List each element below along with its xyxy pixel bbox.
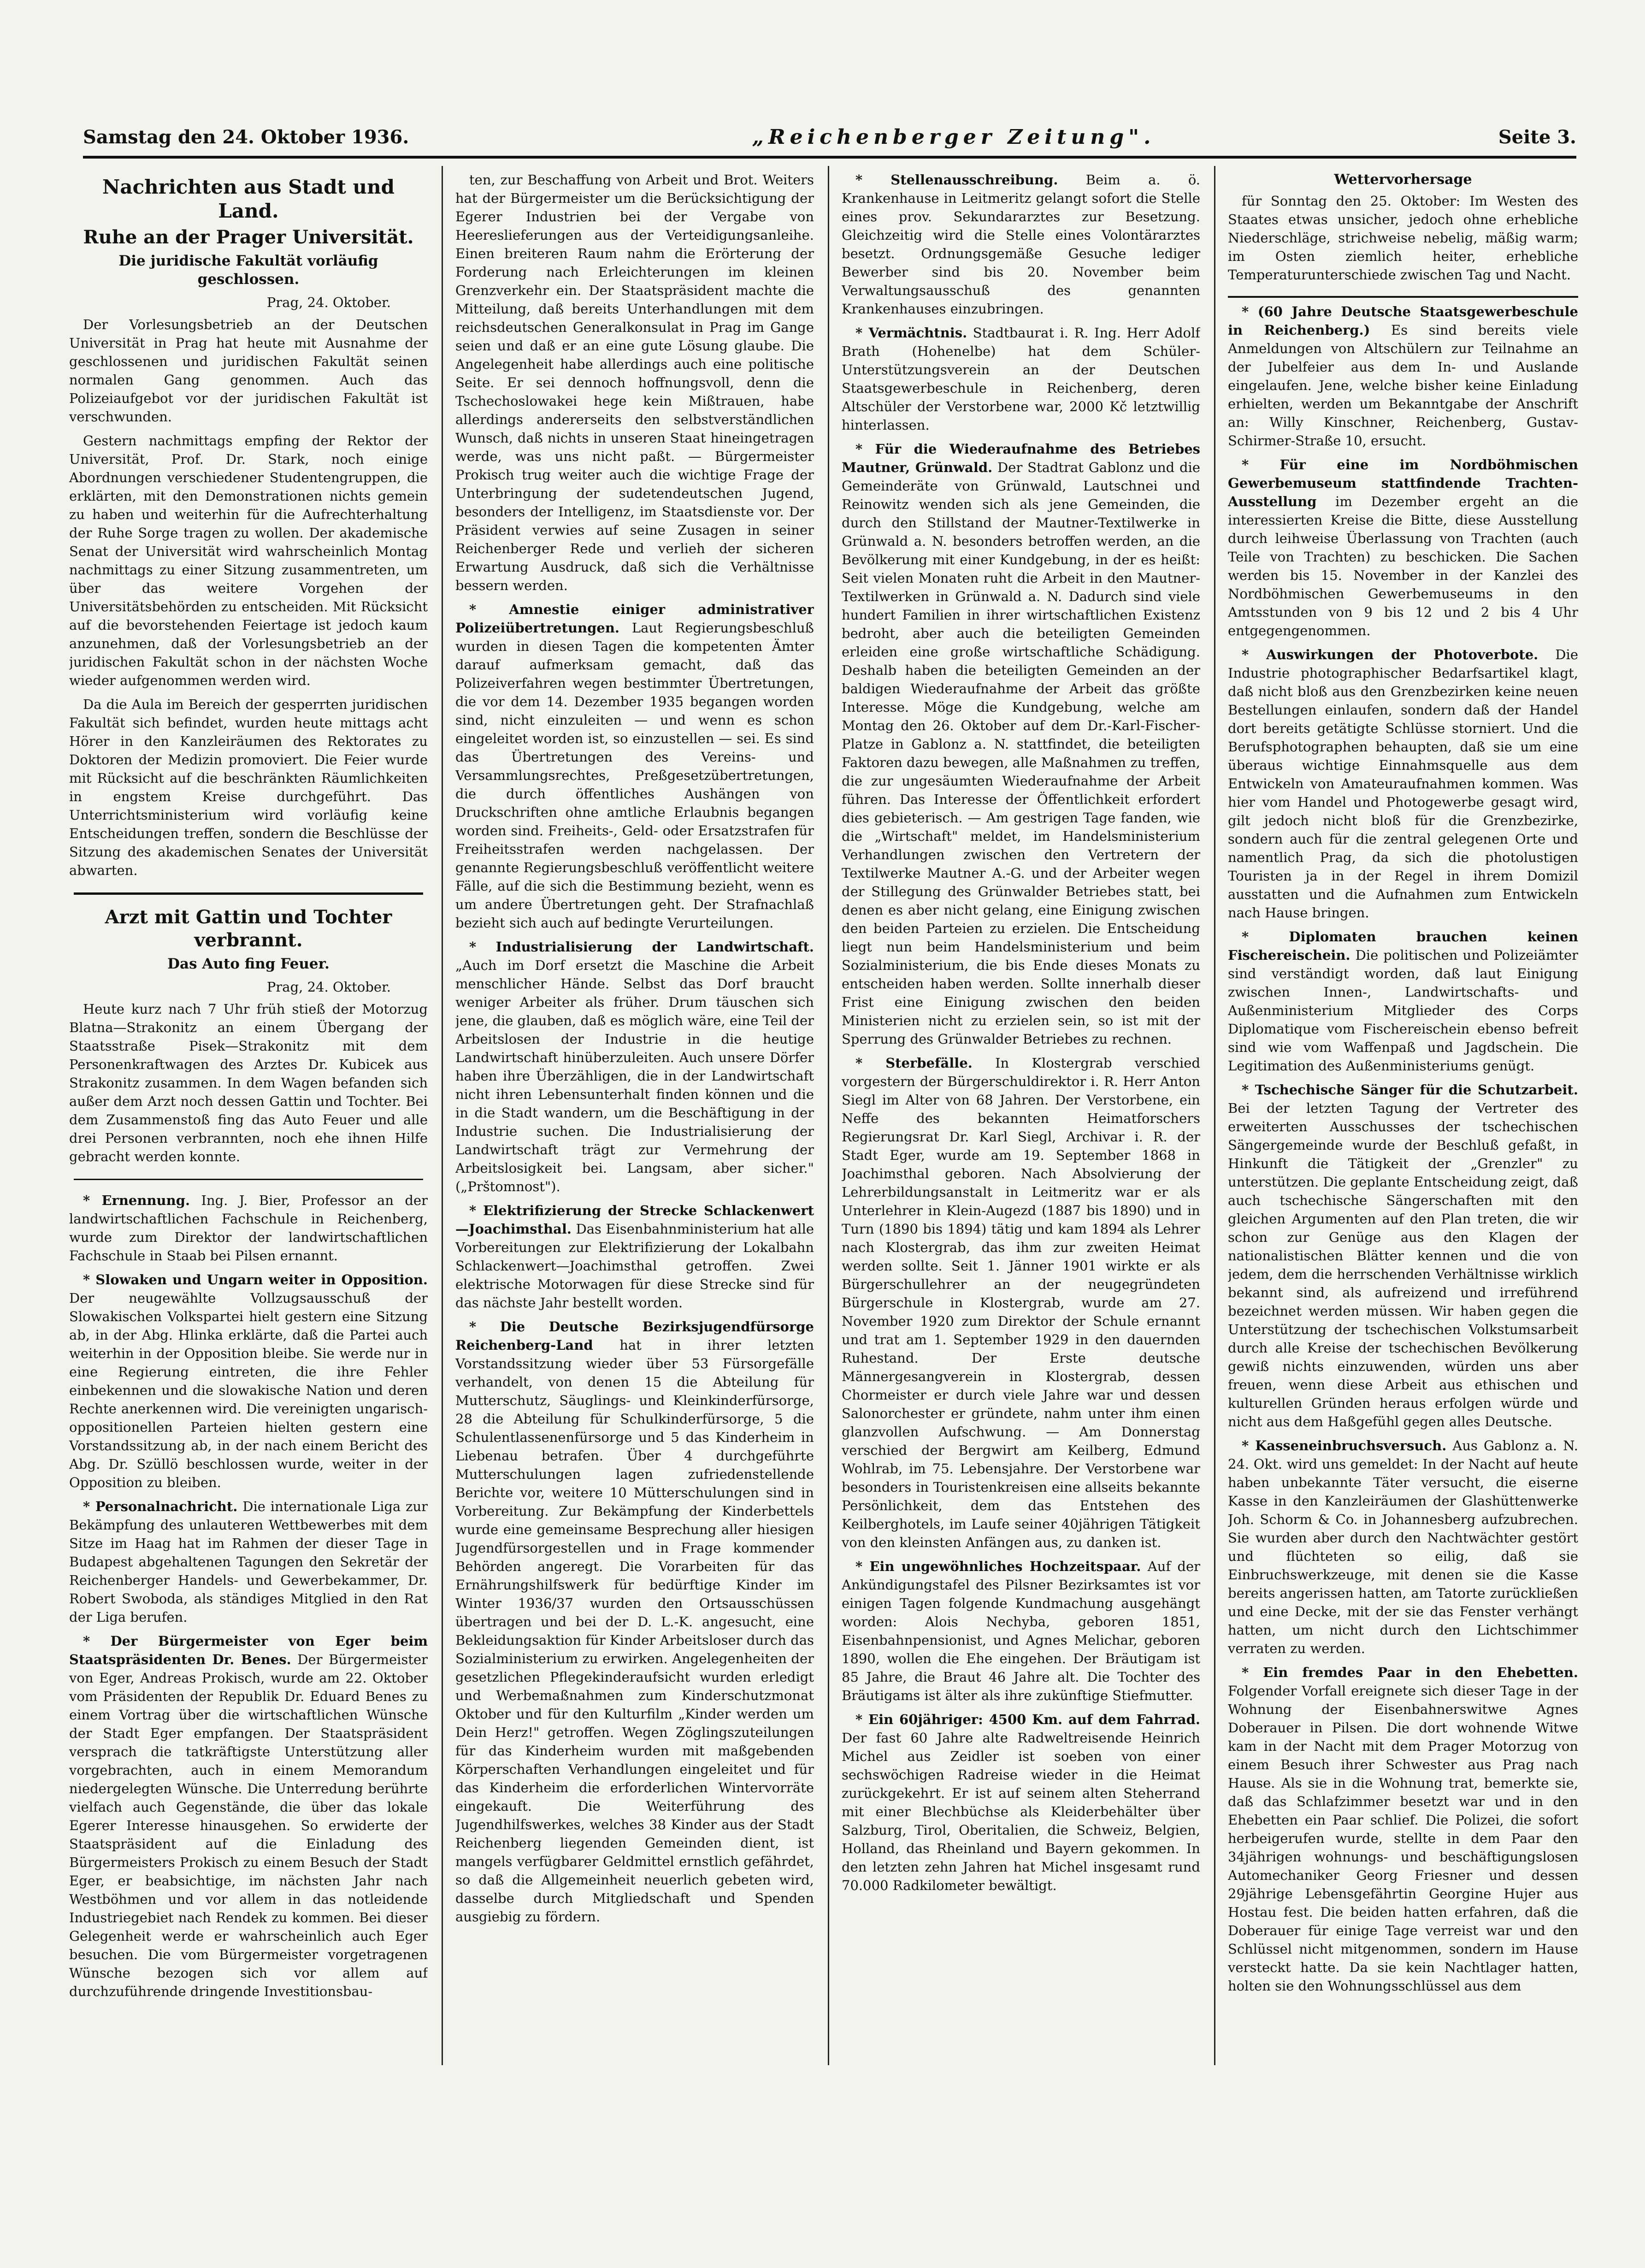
news-lead: * Sterbefälle.: [855, 1055, 973, 1071]
news-lead: * Vermächtnis.: [855, 325, 967, 341]
column-2: [455, 171, 814, 2144]
article-dateline: Prag, 24. Oktober.: [266, 979, 391, 995]
column-divider: [442, 166, 443, 2065]
news-lead: * Stellenausschreibung.: [855, 172, 1058, 188]
news-item: [69, 1270, 428, 1492]
news-item: [1228, 302, 1578, 450]
news-lead: * Auswirkungen der Photoverbote.: [1242, 647, 1539, 662]
news-text: Folgender Vorfall ereignete sich dieser Tage in der Wohnung der Eisenbahnerswitwe Agnes Doberauer in Pilsen. Die dort wohnende Witwe kam in der Nacht mit dem Prager Motorzug von einem Besuch ihrer Schwester aus Prag nach Hause. Als sie in die Wohnung trat, bemerkte sie, daß das Schlafzimmer besetzt war und in den Ehebetten ein Paar schlief. Die Polizei, die sofort herbeigerufen wurde, stellte in dem Paar den 34jährigen wohnungs- und beschäftigungslosen Automechaniker Georg Friesner und dessen 29jährige Lebensgefährtin Georgine Hujer aus Hostau fest. Die beiden hatten erfahren, daß die Doberauer für einige Tage verreist war und den Schlüssel nicht mitgenommen, sondern im Hause versteckt hatte. Da sie kein Nachtlager hatten, holten sie den Wohnungsschlüssel aus dem: [1228, 1683, 1578, 1994]
news-lead: * Für die Wiederaufnahme des Betriebes Mautner, Grünwald.: [842, 441, 1200, 475]
news-text: Beim a. ö. Krankenhause in Leitmeritz gelangt sofort die Stelle eines prov. Sekundararztes zur Besetzung. Gleichzeitig wird die Stelle eines Volontärarztes besetzt. Ordnungsgemäße Gesuche lediger Bewerber sind bis 20. November beim Verwaltungsausschuß des genannten Krankenhauses einzubringen.: [842, 172, 1200, 317]
weather-title: Wettervorhersage: [1334, 171, 1472, 188]
article-paragraph: ten, zur Beschaffung von Arbeit und Brot. Weiters hat der Bürgermeister um die Berücksichtigung der Egerer Industrien bei der Vergabe von Heereslieferungen aus der Verteidigungsanleihe. Einen breiteren Raum nahm die Erörterung der Forderung nach Erleichterungen im kleinen Grenzverkehr ein. Der Staatspräsident machte die Mitteilung, daß bereits Unterhandlungen mit dem reichsdeutschen Generalkonsulat in Prag im Gange seien und daß er an eine gute Lösung glaube. Die Angelegenheit habe allerdings auch eine politische Seite. Er sei dennoch hoffnungsvoll, denn die Tschechoslowakei hege kein Mißtrauen, habe allerdings andererseits den selbstverständlichen Wunsch, daß nichts in unseren Staat hineingetragen werde, was uns nicht paßt. — Bürgermeister Prokisch trug weiter auch die wichtige Frage der Unterbringung der sudetendeutschen Jugend, besonders der Intelligenz, im Staatsdienste vor. Der Präsident verwies auf seine Zusagen in seiner Reichenberger Rede und verlieh der sicheren Erwartung Ausdruck, daß sich die Verhältnisse bessern werden.: [455, 172, 814, 593]
news-lead: * Ein 60jähriger: 4500 Km. auf dem Fahrrad.: [855, 1712, 1200, 1727]
news-text: Ing. J. Bier, Professor an der landwirtschaftlichen Fachschule in Reichenberg, wurde zum Direktor der landwirtschaftlichen Fachschule in Staab bei Pilsen ernannt.: [69, 1193, 428, 1264]
news-item: [1228, 1663, 1578, 1995]
article-dateline: Prag, 24. Oktober.: [266, 295, 391, 310]
article-paragraph: Gestern nachmittags empfing der Rektor der Universität, Prof. Dr. Stark, noch einige Abordnungen verschiedener Studentengruppen, die erklärten, mit den Demonstrationen nichts gemein zu haben und weiterhin für die Aufrechterhaltung der Ruhe Sorge tragen zu wollen. Der akademische Senat der Universität wird wahrscheinlich Montag nachmittags zu einer Sitzung zusammentreten, um über das weitere Vorgehen der Universitätsbehörden zu entscheiden. Mit Rücksicht auf die bevorstehenden Feiertage ist jedoch kaum anzunehmen, daß der Vorlesungsbetrieb an der juridischen Fakultät schon in der nächsten Woche wieder aufgenommen werden wird.: [69, 433, 428, 688]
news-lead: * Ernennung.: [83, 1193, 190, 1208]
news-lead: * Diplomaten brauchen keinen Fischereischein.: [1228, 929, 1578, 963]
news-item: [1228, 455, 1578, 640]
news-lead: * Für eine im Nordböhmischen Gewerbemuseum stattfindende Trachten-Ausstellung: [1228, 457, 1578, 509]
article-headline: Arzt mit Gattin und Tochter verbrannt.: [105, 906, 392, 951]
news-item: [455, 1201, 814, 1312]
page-number: Seite 3.: [1498, 126, 1576, 148]
news-item: [69, 1632, 428, 2001]
news-lead: * Tschechische Sänger für die Schutzarbeit.: [1242, 1082, 1578, 1098]
news-item: [842, 324, 1200, 434]
news-item: [69, 1191, 428, 1265]
column-4: [1228, 171, 1578, 2144]
news-item: [842, 1557, 1200, 1705]
article-subheadline: Das Auto fing Feuer.: [167, 956, 330, 972]
news-lead: * Der Bürgermeister von Eger beim Staatspräsidenten Dr. Benes.: [69, 1633, 428, 1667]
news-text: hat in ihrer letzten Vorstandssitzung wieder über 53 Fürsorgefälle verhandelt, von denen 15 die Abteilung für Mutterschutz, Säuglings- und Kleinkinderfürsorge, 28 die Abteilung für Schulkinderfürsorge, 5 die Schulentlassenenfürsorge und 5 das Kinderheim in Liebenau betrafen. Über 4 durchgeführte Mutterschulungen lagen zufriedenstellende Berichte vor, weitere 10 Mütterschulungen sind in Vorbereitung. Zur Bekämpfung der Kinderbettels wurde eine gemeinsame Besprechung aller hiesigen Jugendfürsorgestellen und in Frage kommender Behörden angeregt. Die Vorarbeiten für das Ernährungshilfswerk für bedürftige Kinder im Winter 1936/37 wurden den Ortsausschüssen übertragen und bei der D. L.-K. angesucht, eine Bekleidungsaktion für Kinder Arbeitsloser durch das Sozialministerium zu erwirken. Angelegenheiten der gesetzlichen Pflegekinderaufsicht wurden erledigt und Werbemaßnahmen zum Kinderschutzmonat Oktober und für den Kulturfilm „Kinder werden um Dein Herz!" getroffen. Wegen Zöglingszuteilungen für das Kinderheim wurden mit maßgebenden Körperschaften Verhandlungen eingeleitet und für das Kinderheim die erforderlichen Wintervorräte eingekauft. Die Weiterführung des Jugendhilfswerkes, welches 38 Kinder aus der Stadt Reichenberg liegenden Gemeinden dient, ist mangels verfügbarer Geldmittel ernstlich gefährdet, so daß die Allgemeinheit neuerlich gebeten wird, dasselbe durch Mitgliedschaft und Spenden ausgiebig zu fördern.: [455, 1337, 814, 1925]
section-heading: Nachrichten aus Stadt und Land.: [102, 176, 395, 222]
news-item: [455, 600, 814, 932]
news-item: [842, 1054, 1200, 1552]
news-text: Der Bürgermeister von Eger, Andreas Prokisch, wurde am 22. Oktober vom Präsidenten der Republik Dr. Eduard Benes zu einem Vortrag über die wirtschaftlichen Wünsche der Stadt Eger empfangen. Der Staatspräsident versprach die tatkräftigste Unterstützung aller vorgebrachten, auch in einem Memorandum niedergelegten Wünsche. Die Unterredung berührte vielfach auch Gegenstände, die über das lokale Egerer Interesse hinausgehen. So erwiderte der Staatspräsident auf die Einladung des Bürgermeisters Prokisch zu einem Besuch der Stadt Eger, er beabsichtige, im nächsten Jahr nach Westböhmen und vor allem in das notleidende Industriegebiet nach Rendek zu kommen. Bei dieser Gelegenheit werde er wahrscheinlich auch Eger besuchen. Die vom Bürgermeister vorgetragenen Wünsche bezogen sich vor allem auf durchzuführende dringende Investitionsbau-: [69, 1652, 428, 1999]
news-lead: * Kasseneinbruchsversuch.: [1242, 1438, 1447, 1453]
column-divider: [828, 166, 829, 2065]
news-text: Aus Gablonz a. N. 24. Okt. wird uns gemeldet: In der Nacht auf heute haben unbekannte Täter versucht, die eiserne Kasse in den Kanzleiräumen der Glashüttenwerke Joh. Schorm & Co. in Johannesberg aufzubrechen. Sie wurden aber durch den Nachtwächter gestört und flüchteten so eilig, daß sie Einbruchswerkzeuge, mit denen sie die Kasse bereits angerissen hatten, am Tatorte zurückließen und eine Decke, mit der sie das Fenster verhängt hatten, um nicht durch den Lichtschimmer verraten zu werden.: [1228, 1438, 1578, 1656]
news-lead: * Personalnachricht.: [83, 1499, 238, 1514]
news-lead: * Industrialisierung der Landwirtschaft.: [469, 939, 814, 955]
article-subheadline: Die juridische Fakultät vorläufig geschlossen.: [118, 253, 378, 288]
news-item: [455, 1317, 814, 1926]
news-item: [455, 938, 814, 1196]
news-text: Die politischen und Polizeiämter sind verständigt worden, daß laut Einigung zwischen Innen-, Landwirtschafts- und Außenministerium Mitglieder des Corps Diplomatique vom Fischereischein ebenso befreit sind wie vom Waffenpaß und Jagdschein. Die Legitimation des Außenministeriums genügt.: [1228, 947, 1578, 1074]
news-text: Das Eisenbahnministerium hat alle Vorbereitungen zur Elektrifizierung der Lokalbahn Schlackenwert—Joachimsthal getroffen. Zwei elektrische Motorwagen für diese Strecke sind für das nächste Jahr bestellt worden.: [455, 1221, 814, 1311]
news-lead: * Die Deutsche Bezirksjugendfürsorge Reichenberg-Land: [455, 1319, 814, 1353]
weather-forecast-box: [1228, 171, 1578, 298]
news-text: Die internationale Liga zur Bekämpfung des unlauteren Wettbewerbes mit dem Sitze im Haag hat im Rahmen der dieser Tage in Budapest abgehaltenen Tagungen den Sekretär der Reichenberger Handels- und Gewerbekammer, Dr. Robert Swoboda, als ständiges Mitglied in den Rat der Liga berufen.: [69, 1499, 428, 1625]
news-text: Auf der Ankündigungstafel des Pilsner Bezirksamtes ist vor einigen Tagen folgende Kundmachung ausgehängt worden: Alois Nechyba, geboren 1851, Eisenbahnpensionist, und Agnes Melichar, geboren 1890, wollen die Ehe eingehen. Der Bräutigam ist 85 Jahre, die Braut 46 Jahre alt. Die Tochter des Bräutigams ist älter als ihre zukünftige Stiefmutter.: [842, 1559, 1200, 1703]
article-paragraph: Der Vorlesungsbetrieb an der Deutschen Universität in Prag hat heute mit Ausnahme der geschlossenen und juridischen Fakultät seinen normalen Gang genommen. Auch das Polizeiaufgebot vor der juridischen Fakultät ist verschwunden.: [69, 317, 428, 425]
issue-date: Samstag den 24. Oktober 1936.: [83, 126, 409, 148]
masthead-rule: [83, 156, 1576, 159]
article-separator: [74, 892, 423, 895]
news-text: Der fast 60 Jahre alte Radweltreisende Heinrich Michel aus Zeidler ist soeben von einer sechswöchigen Radreise wieder in die Heimat zurückgekehrt. Er ist auf seinem alten Steherrand mit einer Blechbüchse als Kleiderbehälter über Salzburg, Tirol, Oberitalien, die Schweiz, Belgien, Holland, das Rheinland und Bayern gekommen. In den letzten zehn Jahren hat Michel insgesamt rund 70.000 Radkilometer bewältigt.: [842, 1730, 1200, 1893]
column-divider: [1214, 166, 1215, 2065]
news-text: Die Industrie photographischer Bedarfsartikel klagt, daß nicht bloß aus den Grenzbezirken keine neuen Bestellungen einlaufen, sondern daß der Handel dort bereits getätigte Schlüsse storniert. Und die Berufsphotographen behaupten, daß sie um eine überaus wichtige Einnahmsquelle aus dem Entwickeln von Amateuraufnahmen kommen. Was hier vom Handel und Photogewerbe gesagt wird, gilt jedoch nicht bloß für die Grenzbezirke, sondern auch für die zentral gelegenen Orte und namentlich Prag, da sich die photolustigen Touristen ja in der Regel in ihrem Domizil ausstatten und die Aufnahmen zum Entwickeln nach Hause bringen.: [1228, 647, 1578, 921]
column-1: [69, 171, 428, 2144]
article-paragraph: Da die Aula im Bereich der gesperrten juridischen Fakultät sich befindet, wurden heute mittags acht Hörer in den Kanzleiräumen des Rektorates zu Doktoren der Medizin promoviert. Die Feier wurde mit Rücksicht auf die beschränkten Räumlichkeiten in engstem Kreise durchgeführt. Das Unterrichtsministerium wird vorläufig keine Entscheidungen treffen, sondern die Beschlüsse der Sitzung des akademischen Senates der Universität abwarten.: [69, 697, 428, 878]
news-text: Stadtbaurat i. R. Ing. Herr Adolf Brath (Hohenelbe) hat dem Schüler-Unterstützungsverein an der Deutschen Staatsgewerbeschule in Reichenberg, deren Altschüler der Verstorbene war, 2000 Kč letztwillig hinterlassen.: [842, 325, 1200, 433]
news-item: [842, 440, 1200, 1048]
news-lead: * Ein ungewöhnliches Hochzeitspaar.: [855, 1559, 1141, 1574]
news-text: In Klostergrab verschied vorgestern der Bürgerschuldirektor i. R. Herr Anton Siegl im Alter von 68 Jahren. Der Verstorbene, ein Neffe des bekannten Heimatforschers Regierungsrat Dr. Karl Siegl, Archivar i. R. der Stadt Eger, wurde am 19. September 1868 in Joachimsthal geboren. Nach Absolvierung der Lehrerbildungsanstalt in Leitmeritz war er als Unterlehrer in Klein-Augezd (1887 bis 1890) und in Turn (1890 bis 1894) tätig und kam 1894 als Lehrer nach Klostergrab, das ihm zur zweiten Heimat werden sollte. Seit 1. Jänner 1901 wirkte er als Bürgerschullehrer an der neugegründeten Bürgerschule in Klostergrab, wurde am 27. November 1920 zum Direktor der Schule ernannt und trat am 1. September 1929 in den dauernden Ruhestand. Der Erste deutsche Männergesangverein in Klostergrab, dessen Chormeister er durch viele Jahre war und dessen Salonorchester er gründete, nahm unter ihm einen glanzvollen Aufschwung. — Am Donnerstag verschied der Bergwirt am Keilberg, Edmund Wohlrab, im 75. Lebensjahre. Der Verstorbene war besonders in Touristenkreisen eine allseits bekannte Persönlichkeit, dem das Entstehen des Keilberghotels, im Laufe seiner 40jährigen Tätigkeit von den kleinsten Anfängen aus, zu danken ist.: [842, 1055, 1200, 1550]
news-text: Es sind bereits viele Anmeldungen von Altschülern zur Teilnahme an der Jubelfeier aus dem In- und Auslande eingelaufen. Jene, welche bisher keine Einladung erhielten, werden um Bekanntgabe der Anschrift an: Willy Kinschner, Reichenberg, Gustav-Schirmer-Straße 10, ersucht.: [1228, 322, 1578, 449]
news-text: im Dezember ergeht an die interessierten Kreise die Bitte, diese Ausstellung durch leihweise Überlassung von Trachten (auch Teile von Trachten) zu beschicken. Die Sachen werden bis 15. November in der Kanzlei des Nordböhmischen Gewerbemuseums in den Amtsstunden von 9 bis 12 und 2 bis 4 Uhr entgegengenommen.: [1228, 494, 1578, 638]
weather-text: für Sonntag den 25. Oktober: Im Westen des Staates etwas unsicher, jedoch ohne erhebliche Niederschläge, strichweise nebelig, mäßig warm; im Osten ziemlich heiter, erhebliche Temperaturunterschiede zwischen Tag und Nacht.: [1228, 193, 1578, 283]
news-lead: * Ein fremdes Paar in den Ehebetten.: [1242, 1665, 1578, 1680]
news-lead: * (60 Jahre Deutsche Staatsgewerbeschule in Reichenberg.): [1228, 304, 1578, 338]
column-3: [842, 171, 1200, 2144]
news-text: Bei der letzten Tagung der Vertreter des erweiterten Ausschusses der tschechischen Sängergemeinde wurde der Beschluß gefaßt, in Hinkunft die Tätigkeit der „Grenzler" zu unterstützen. Die geplante Entscheidung zeigt, daß auch tschechische Sängerschaften mit den gleichen Argumenten auf den Plan treten, die wir schon zur Genüge aus den Klagen der nationalistischen Blätter kennen und die von jedem, dem die herrschenden Verhältnisse wirklich bekannt sind, als aufreizend und irreführend bezeichnet werden müssen. Wir haben gegen die Unterstützung der tschechischen Volkstumsarbeit durch alle Kreise der tschechischen Bevölkerung gewiß nichts einzuwenden, würden uns aber freuen, wenn diese Arbeit aus ethischen und kulturellen Gründen heraus erfolgen würde und nicht aus dem Haßgefühl gegen alles Deutsche.: [1228, 1100, 1578, 1429]
masthead: [83, 121, 1576, 153]
article-headline: Ruhe an der Prager Universität.: [83, 226, 414, 248]
newspaper-title: „Reichenberger Zeitung".: [752, 125, 1156, 149]
news-item: [1228, 1081, 1578, 1431]
news-lead: * Slowaken und Ungarn weiter in Opposition.: [83, 1272, 428, 1288]
news-text: Der neugewählte Vollzugsausschuß der Slowakischen Volkspartei hielt gestern eine Sitzung ab, in der Abg. Hlinka erklärte, daß die Partei auch weiterhin in der Opposition bleibe. Sie werde nur in eine Regierung eintreten, die ihre Fehler einbekennen und die slowakische Nation und deren Rechte anerkennen wird. Die vereinigten ungarisch-oppositionellen Parteien hielten gestern eine Vorstandssitzung ab, in der nach einem Bericht des Abg. Dr. Szüllö beschlossen wurde, weiter in der Opposition zu bleiben.: [69, 1290, 428, 1490]
news-item: [842, 1710, 1200, 1895]
news-text: „Auch im Dorf ersetzt die Maschine die Arbeit menschlicher Hände. Selbst das Dorf braucht weniger Arbeiter als früher. Drum täuschen sich jene, die glauben, daß es möglich wäre, eine Teil der Arbeitslosen der Industrie in die heutige Landwirtschaft hinüberzuleiten. Auch unsere Dörfer haben ihre Überzähligen, die in der Landwirtschaft nicht ihren Lebensunterhalt finden können und die in die Stadt wandern, um die Beschäftigung in der Industrie suchen. Die Industrialisierung der Landwirtschaft trägt zur Vermehrung der Arbeitslosigkeit bei. Langsam, aber sicher." („Prštomnost").: [455, 957, 814, 1194]
article-separator: [74, 1179, 423, 1180]
article-paragraph: Heute kurz nach 7 Uhr früh stieß der Motorzug Blatna—Strakonitz an einem Übergang der Staatsstraße Pisek—Strakonitz mit dem Personenkraftwagen des Arztes Dr. Kubicek aus Strakonitz zusammen. In dem Wagen befanden sich außer dem Arzt noch dessen Gattin und Tochter. Bei dem Zusammenstoß fing das Auto Feuer und alle drei Personen verbrannten, noch ehe ihnen Hilfe gebracht werden konnte.: [69, 1001, 428, 1164]
news-item: [1228, 645, 1578, 922]
news-item: [1228, 927, 1578, 1075]
news-item: [69, 1497, 428, 1626]
news-lead: * Amnestie einiger administrativer Polizeiübertretungen.: [455, 602, 814, 636]
news-text: Laut Regierungsbeschluß wurden in diesen Tagen die kompetenten Ämter darauf aufmerksam gemacht, daß das Polizeiverfahren wegen bestimmter Übertretungen, die vor dem 14. Dezember 1935 begangen worden sind, nicht einzuleiten — und wenn es schon eingeleitet worden ist, so einzustellen — sei. Es sind das Übertretungen des Vereins- und Versammlungsrechtes, Preßgesetzübertretungen, die durch öffentliches Aushängen von Druckschriften ohne amtliche Erlaubnis begangen worden sind. Freiheits-, Geld- oder Ersatzstrafen für Freiheitsstrafen werden nachgelassen. Der genannte Regierungsbeschluß veröffentlicht weitere Fälle, auf die sich die Bestimmung bezieht, wenn es um andere Übertretungen geht. Der Strafnachlaß bezieht sich auch auf bedingte Verurteilungen.: [455, 620, 814, 931]
news-text: Der Stadtrat Gablonz und die Gemeinderäte von Grünwald, Lautschnei und Reinowitz wenden sich als jene Gemeinden, die durch den Stillstand der Mautner-Textilwerke in Grünwald a. N. besonders betroffen werden, an die Bevölkerung mit einer Kundgebung, in der es heißt: Seit vielen Monaten ruht die Arbeit in den Mautner-Textilwerken in Grünwald a. N. Dadurch sind viele hundert Familien in ihrer wirtschaftlichen Existenz bedroht, aber auch die beteiligten Gemeinden erleiden eine große wirtschaftliche Schädigung. Deshalb haben die beteiligten Gemeinden an der baldigen Wiederaufnahme der Arbeit das größte Interesse. Möge die Kundgebung, welche am Montag den 26. Oktober auf dem Dr.-Karl-Fischer-Platze in Gablonz a. N. stattfindet, die beteiligten Faktoren dazu bewegen, alle Maßnahmen zu treffen, die zur ungesäumten Wiederaufnahme der Arbeit führen. Das Interesse der Öffentlichkeit erfordert dies gebieterisch. — Am gestrigen Tage fanden, wie die „Wirtschaft" meldet, im Handelsministerium Verhandlungen zwischen den Vertretern der Textilwerke Mautner A.-G. und der Arbeiter wegen der Stillegung des Grünwalder Betriebes statt, bei denen es aber nicht gelang, eine Einigung zwischen den beiden Parteien zu erzielen. Die Entscheidung liegt nun beim Handelsministerium und beim Sozialministerium, die bis Ende dieses Monats zu entscheiden haben werden. Sollte innerhalb dieser Frist eine Einigung zwischen den beiden Ministerien nicht zu erzielen sein, so ist mit der Sperrung des Grünwalder Betriebes zu rechnen.: [842, 460, 1200, 1047]
news-item: [842, 171, 1200, 318]
news-lead: * Elektrifizierung der Strecke Schlackenwert—Joachimsthal.: [455, 1203, 814, 1237]
news-item: [1228, 1436, 1578, 1658]
